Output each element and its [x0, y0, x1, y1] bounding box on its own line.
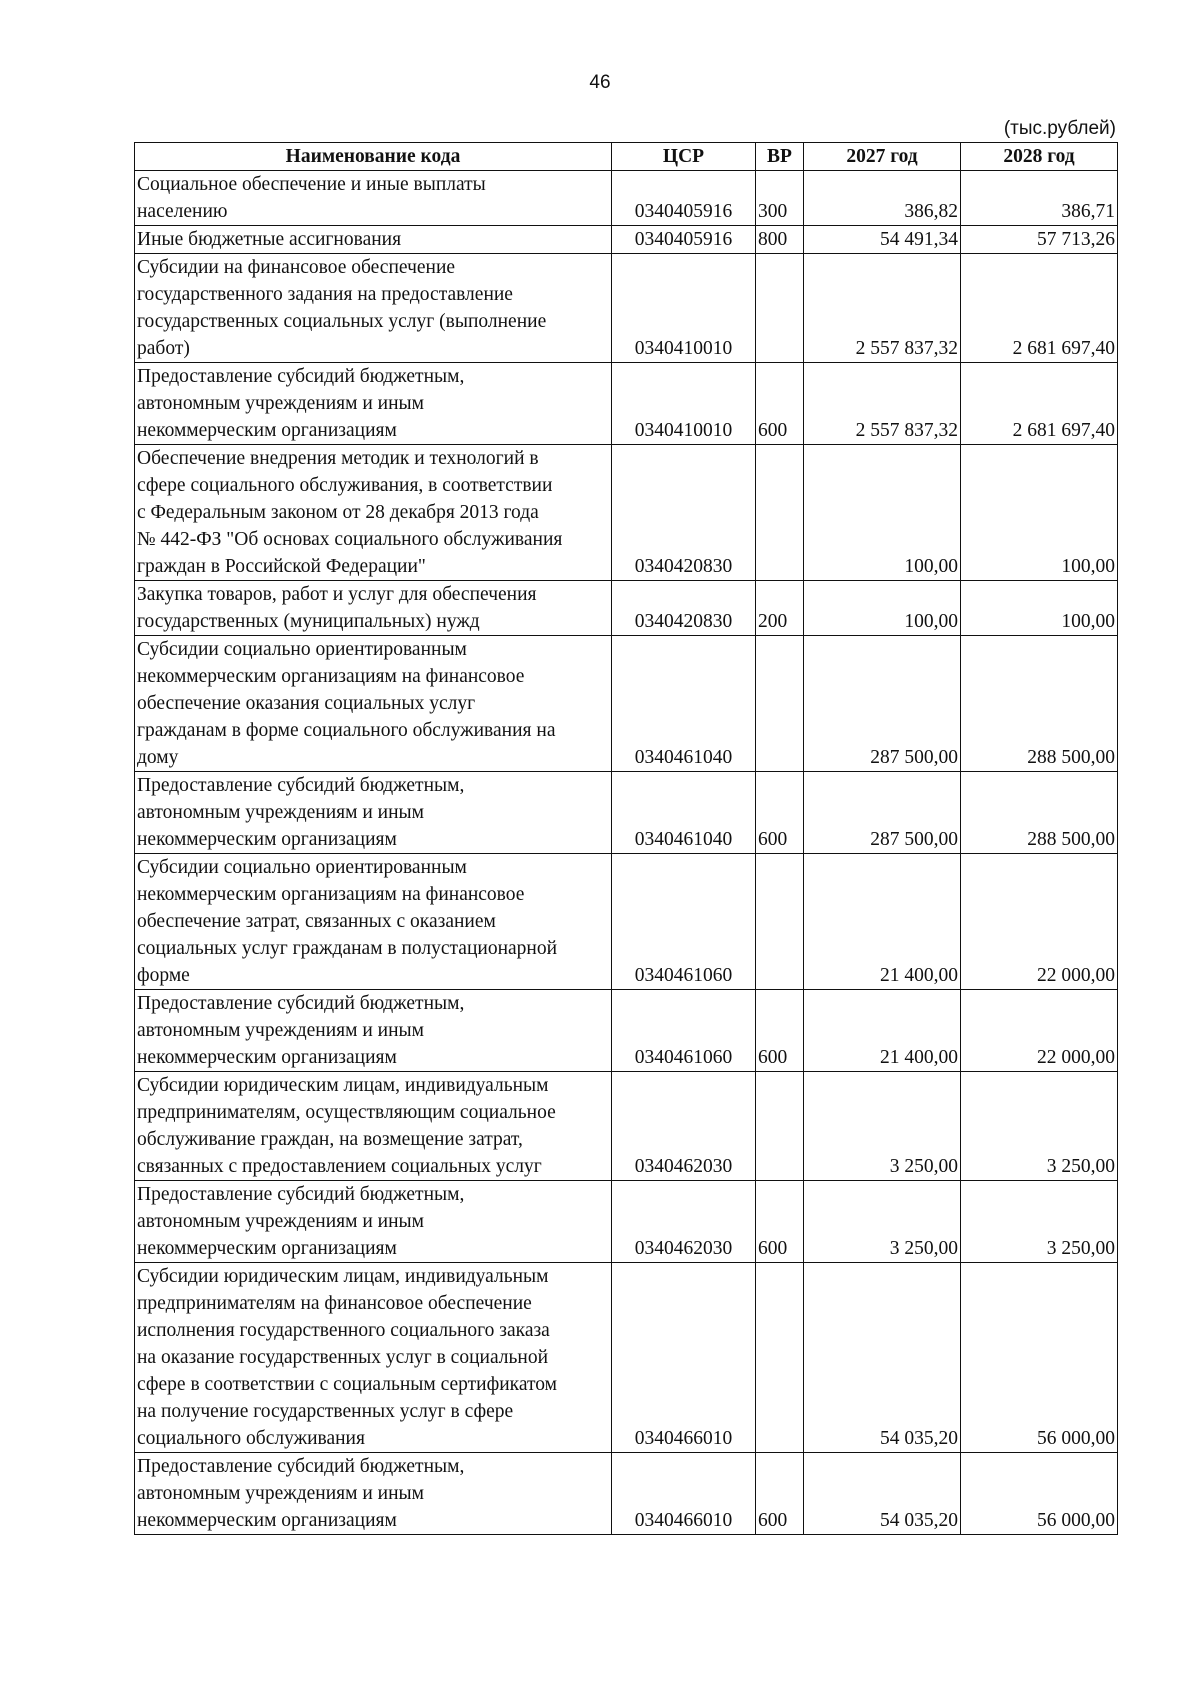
table-row [135, 226, 1118, 254]
cell-name: Субсидии юридическим лицам, индивидуальным предпринимателям, осуществляющим социальное обслуживание граждан, на возмещение затрат, связанных с предоставлением социальных услуг [135, 1072, 612, 1181]
table-header-row [135, 143, 1118, 171]
table-row [135, 363, 1118, 445]
cell-csr: 0340461040 [612, 636, 756, 772]
cell-name: Субсидии юридическим лицам, индивидуальным предпринимателям на финансовое обеспечение исполнения государственного социального заказа на оказание государственных услуг в социальной сфере в соответствии с социальным сертификатом на получение государственных услуг в сфере социального обслуживания [135, 1263, 612, 1453]
cell-vr [756, 854, 804, 990]
table-row [135, 1263, 1118, 1453]
cell-vr [756, 1072, 804, 1181]
cell-vr: 600 [756, 772, 804, 854]
cell-2028: 22 000,00 [961, 990, 1118, 1072]
cell-2028: 57 713,26 [961, 226, 1118, 254]
cell-2028: 2 681 697,40 [961, 254, 1118, 363]
header-name: Наименование кода [135, 143, 612, 171]
table-row [135, 1072, 1118, 1181]
cell-vr: 800 [756, 226, 804, 254]
table-body [135, 171, 1118, 1535]
cell-2027: 54 035,20 [804, 1263, 961, 1453]
cell-2027: 54 035,20 [804, 1453, 961, 1535]
cell-name: Предоставление субсидий бюджетным, автономным учреждениям и иным некоммерческим организациям [135, 1453, 612, 1535]
header-2027: 2027 год [804, 143, 961, 171]
cell-vr: 600 [756, 1181, 804, 1263]
cell-name: Субсидии социально ориентированным некоммерческим организациям на финансовое обеспечение затрат, связанных с оказанием социальных услуг гражданам в полустационарной форме [135, 854, 612, 990]
cell-2027: 3 250,00 [804, 1072, 961, 1181]
cell-csr: 0340462030 [612, 1181, 756, 1263]
cell-csr: 0340420830 [612, 581, 756, 636]
cell-csr: 0340410010 [612, 363, 756, 445]
cell-vr: 600 [756, 1453, 804, 1535]
cell-vr: 200 [756, 581, 804, 636]
header-csr: ЦСР [612, 143, 756, 171]
cell-2027: 21 400,00 [804, 854, 961, 990]
cell-vr: 600 [756, 363, 804, 445]
units-label: (тыс.рублей) [1003, 118, 1116, 139]
cell-csr: 0340405916 [612, 171, 756, 226]
table-row [135, 772, 1118, 854]
page-number: 46 [589, 72, 611, 93]
cell-2028: 2 681 697,40 [961, 363, 1118, 445]
cell-2027: 2 557 837,32 [804, 363, 961, 445]
cell-vr [756, 254, 804, 363]
cell-csr: 0340461060 [612, 854, 756, 990]
cell-name: Субсидии на финансовое обеспечение государственного задания на предоставление государственных социальных услуг (выполнение работ) [135, 254, 612, 363]
cell-2027: 287 500,00 [804, 636, 961, 772]
cell-csr: 0340420830 [612, 445, 756, 581]
cell-2027: 2 557 837,32 [804, 254, 961, 363]
cell-2028: 288 500,00 [961, 772, 1118, 854]
table-row [135, 854, 1118, 990]
table-row [135, 445, 1118, 581]
cell-csr: 0340405916 [612, 226, 756, 254]
table-row [135, 990, 1118, 1072]
budget-table [134, 142, 1118, 1535]
cell-vr [756, 1263, 804, 1453]
cell-2027: 3 250,00 [804, 1181, 961, 1263]
cell-2028: 3 250,00 [961, 1181, 1118, 1263]
cell-csr: 0340410010 [612, 254, 756, 363]
cell-name: Предоставление субсидий бюджетным, автономным учреждениям и иным некоммерческим организациям [135, 990, 612, 1072]
cell-name: Предоставление субсидий бюджетным, автономным учреждениям и иным некоммерческим организациям [135, 772, 612, 854]
table-row [135, 581, 1118, 636]
cell-2028: 288 500,00 [961, 636, 1118, 772]
table-row [135, 1453, 1118, 1535]
cell-vr: 600 [756, 990, 804, 1072]
cell-2027: 100,00 [804, 581, 961, 636]
cell-2028: 56 000,00 [961, 1453, 1118, 1535]
table-row [135, 636, 1118, 772]
cell-name: Социальное обеспечение и иные выплаты населению [135, 171, 612, 226]
cell-csr: 0340461060 [612, 990, 756, 1072]
cell-name: Субсидии социально ориентированным некоммерческим организациям на финансовое обеспечение оказания социальных услуг гражданам в форме социального обслуживания на дому [135, 636, 612, 772]
cell-2028: 3 250,00 [961, 1072, 1118, 1181]
cell-2027: 54 491,34 [804, 226, 961, 254]
cell-2028: 100,00 [961, 581, 1118, 636]
cell-name: Закупка товаров, работ и услуг для обеспечения государственных (муниципальных) нужд [135, 581, 612, 636]
cell-csr: 0340462030 [612, 1072, 756, 1181]
cell-2028: 22 000,00 [961, 854, 1118, 990]
cell-name: Иные бюджетные ассигнования [135, 226, 612, 254]
cell-2027: 100,00 [804, 445, 961, 581]
cell-vr: 300 [756, 171, 804, 226]
cell-2027: 21 400,00 [804, 990, 961, 1072]
cell-2028: 386,71 [961, 171, 1118, 226]
header-2028: 2028 год [961, 143, 1118, 171]
cell-2028: 56 000,00 [961, 1263, 1118, 1453]
cell-name: Предоставление субсидий бюджетным, автономным учреждениям и иным некоммерческим организациям [135, 363, 612, 445]
cell-csr: 0340461040 [612, 772, 756, 854]
cell-2027: 386,82 [804, 171, 961, 226]
cell-2027: 287 500,00 [804, 772, 961, 854]
cell-2028: 100,00 [961, 445, 1118, 581]
cell-name: Обеспечение внедрения методик и технологий в сфере социального обслуживания, в соответствии с Федеральным законом от 28 декабря 2013 года № 442-ФЗ "Об основах социального обслуживания граждан в Российской Федерации" [135, 445, 612, 581]
table-row [135, 1181, 1118, 1263]
cell-csr: 0340466010 [612, 1263, 756, 1453]
cell-csr: 0340466010 [612, 1453, 756, 1535]
table-row [135, 254, 1118, 363]
cell-vr [756, 445, 804, 581]
table-row [135, 171, 1118, 226]
cell-name: Предоставление субсидий бюджетным, автономным учреждениям и иным некоммерческим организациям [135, 1181, 612, 1263]
cell-vr [756, 636, 804, 772]
header-vr: ВР [756, 143, 804, 171]
